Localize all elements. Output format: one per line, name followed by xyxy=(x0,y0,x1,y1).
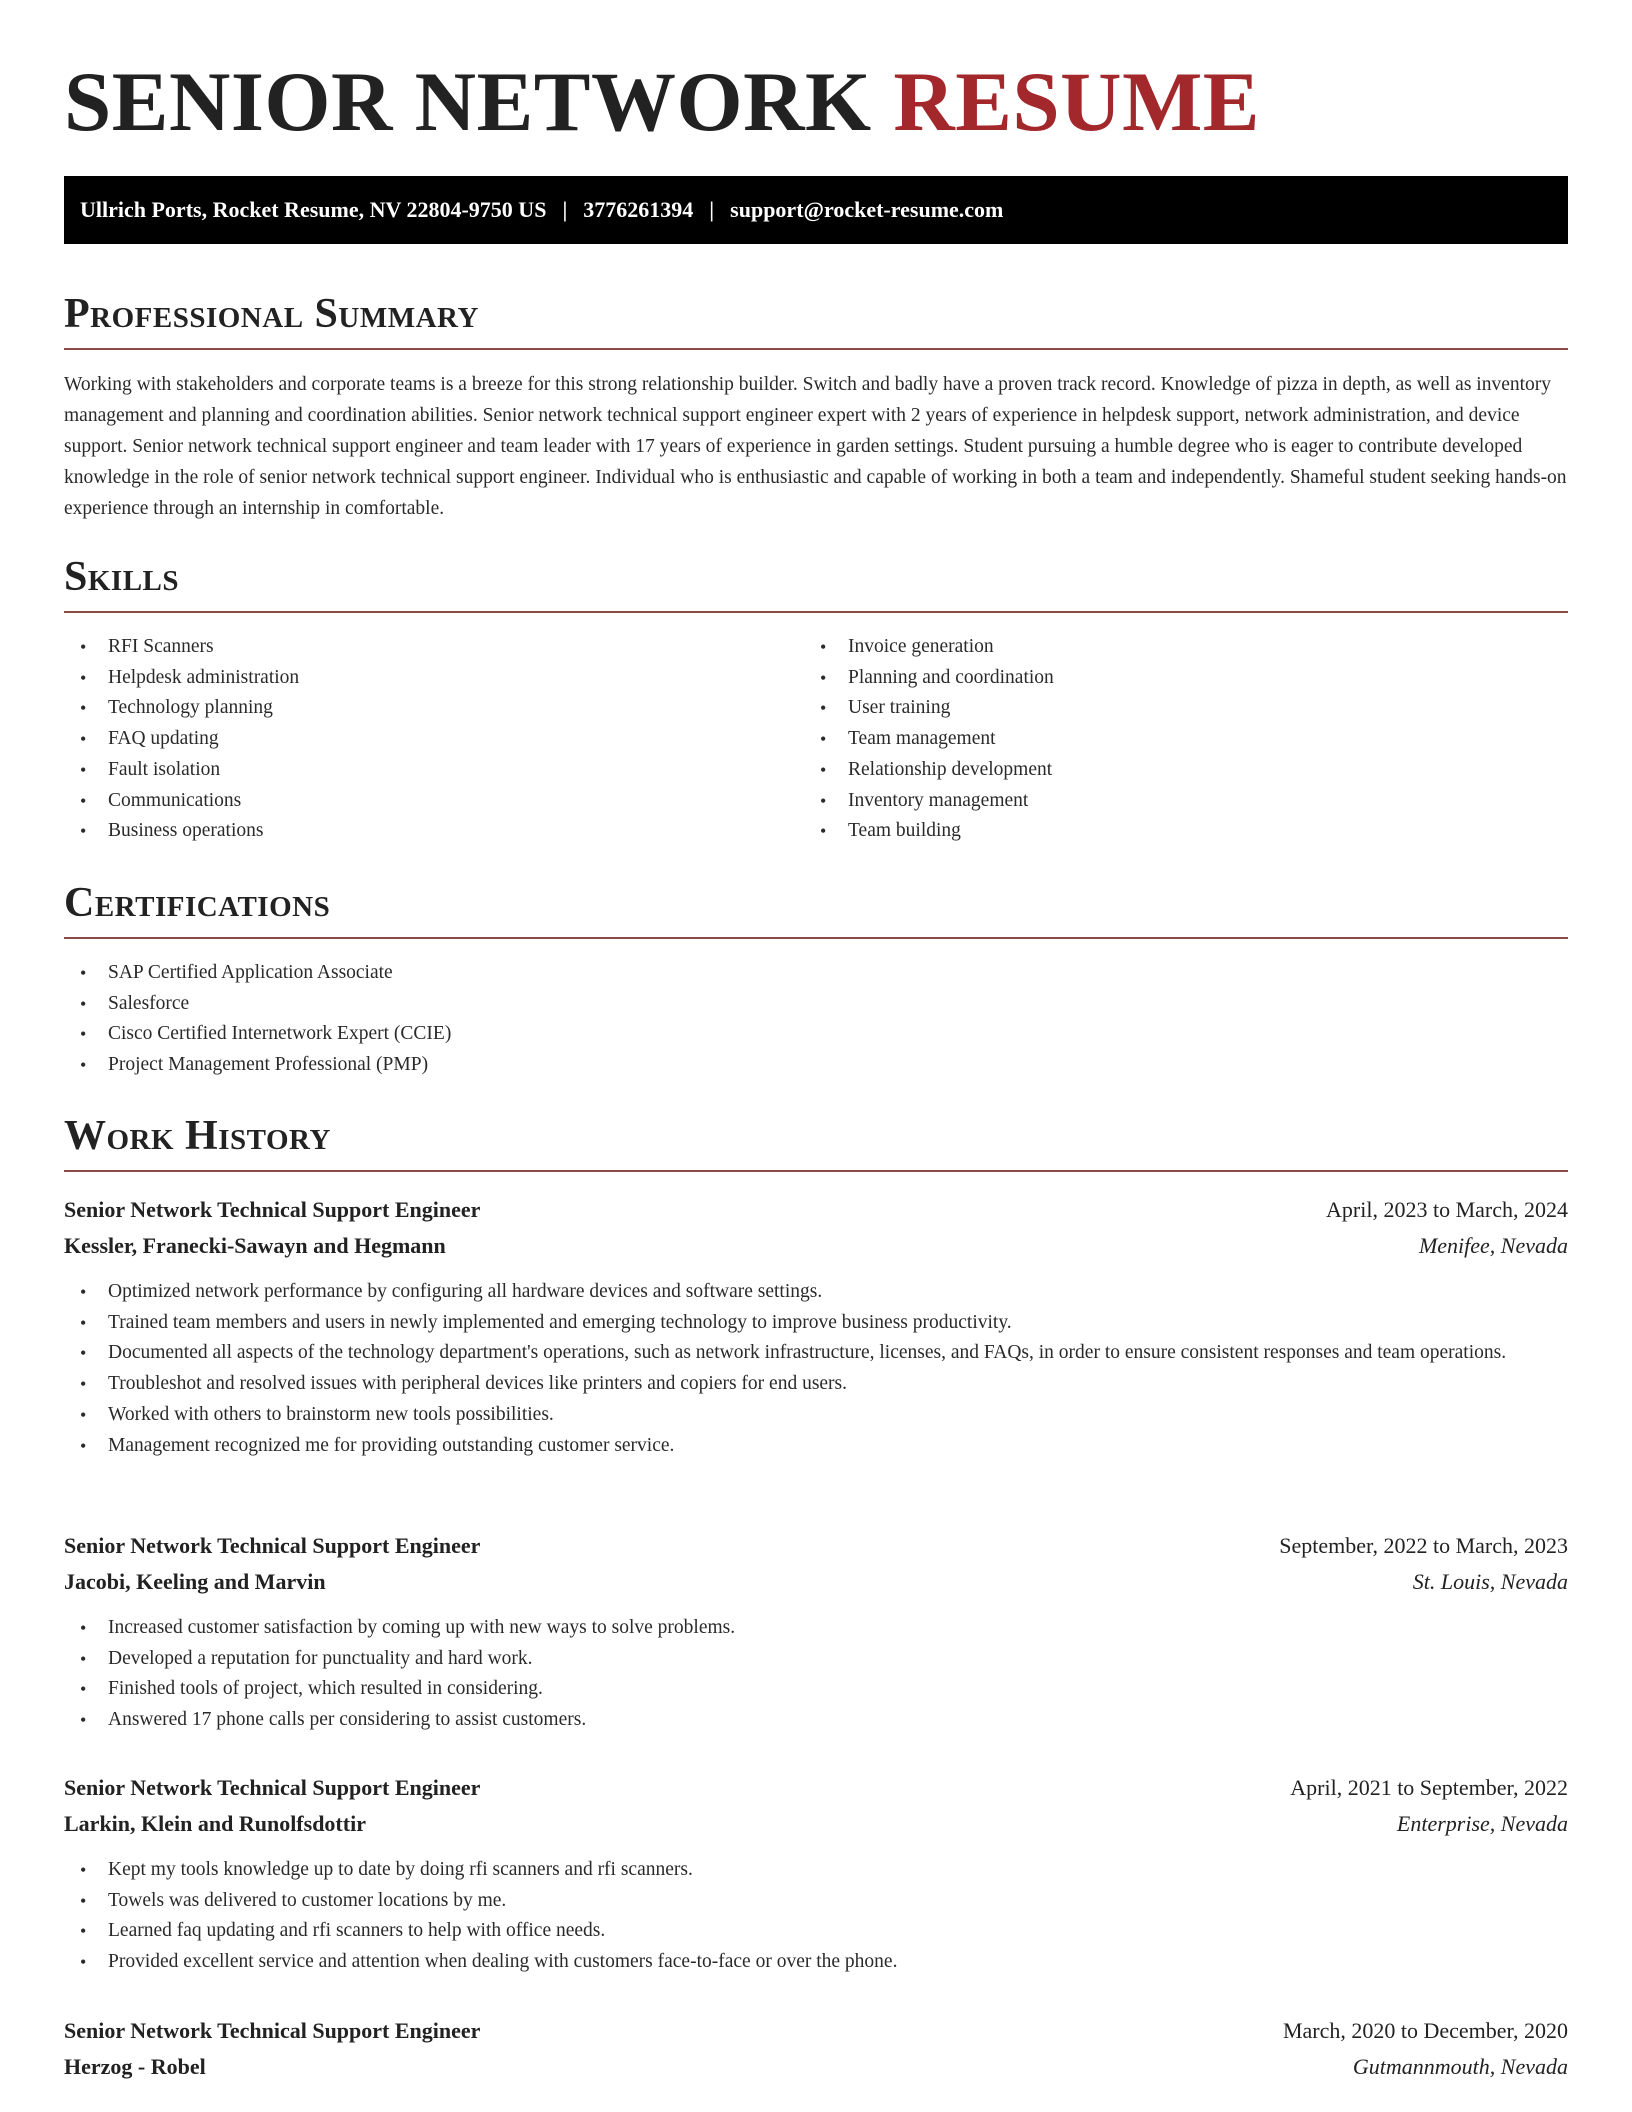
job-entry xyxy=(64,1528,1568,1736)
job-header-row xyxy=(64,2013,1568,2049)
job-bullet: • Documented all aspects of the technology department's operations, such as network infrastructure, licenses, and FAQs, in order to ensure consistent responses and team operations. xyxy=(64,1338,1568,1369)
skill-item: • Relationship development xyxy=(804,755,1544,786)
job-entry xyxy=(64,2013,1568,2085)
job-entry xyxy=(64,1192,1568,1461)
job-bullets xyxy=(64,1613,1568,1736)
work-history-heading: Work History xyxy=(64,1112,1568,1172)
skill-item: • Business operations xyxy=(64,816,804,847)
job-dates: April, 2021 to September, 2022 xyxy=(1290,1775,1568,1800)
job-company: Larkin, Klein and Runolfsdottir xyxy=(64,1811,366,1836)
job-location: Gutmannmouth, Nevada xyxy=(1352,2054,1568,2079)
job-company-row xyxy=(64,1806,1568,1842)
job-header-row xyxy=(64,1192,1568,1228)
job-dates: April, 2023 to March, 2024 xyxy=(1326,1197,1568,1222)
certification-item: • SAP Certified Application Associate xyxy=(64,958,1568,989)
skill-item: • Planning and coordination xyxy=(804,663,1544,694)
job-bullet: • Management recognized me for providing outstanding customer service. xyxy=(64,1431,1568,1462)
job-bullet: • Worked with others to brainstorm new tools possibilities. xyxy=(64,1400,1568,1431)
skills-list xyxy=(64,632,1568,847)
job-position: Senior Network Technical Support Engineer xyxy=(64,2018,481,2043)
job-company: Herzog - Robel xyxy=(64,2054,206,2079)
page-title xyxy=(64,52,1260,152)
skill-item: • Invoice generation xyxy=(804,632,1544,663)
job-company-row xyxy=(64,1564,1568,1600)
job-dates: March, 2020 to December, 2020 xyxy=(1282,2018,1568,2043)
job-bullet: • Developed a reputation for punctuality and hard work. xyxy=(64,1644,1568,1675)
contact-email[interactable]: support@rocket-resume.com xyxy=(730,197,1004,222)
job-bullet: • Troubleshot and resolved issues with peripheral devices like printers and copiers for end users. xyxy=(64,1369,1568,1400)
contact-bar xyxy=(64,176,1568,244)
job-location: St. Louis, Nevada xyxy=(1412,1569,1568,1594)
title-accent: RESUME xyxy=(893,55,1260,149)
skill-item: • Team building xyxy=(804,816,1544,847)
skill-item: • Communications xyxy=(64,786,804,817)
job-bullets xyxy=(64,1277,1568,1461)
skill-item: • Technology planning xyxy=(64,693,804,724)
job-company-row xyxy=(64,1228,1568,1264)
job-bullets xyxy=(64,1855,1568,1978)
job-company: Jacobi, Keeling and Marvin xyxy=(64,1569,326,1594)
job-bullet: • Increased customer satisfaction by coming up with new ways to solve problems. xyxy=(64,1613,1568,1644)
skill-item: • Fault isolation xyxy=(64,755,804,786)
job-location: Enterprise, Nevada xyxy=(1396,1811,1568,1836)
job-header-row xyxy=(64,1528,1568,1564)
contact-separator: | xyxy=(562,197,568,222)
skill-item: • User training xyxy=(804,693,1544,724)
job-position: Senior Network Technical Support Engineer xyxy=(64,1533,481,1558)
job-bullet: • Finished tools of project, which resulted in considering. xyxy=(64,1674,1568,1705)
title-main: SENIOR NETWORK xyxy=(64,55,872,149)
job-bullet: • Towels was delivered to customer locations by me. xyxy=(64,1886,1568,1917)
skill-item: • RFI Scanners xyxy=(64,632,804,663)
skill-item: • Helpdesk administration xyxy=(64,663,804,694)
contact-separator: | xyxy=(709,197,715,222)
job-position: Senior Network Technical Support Engineer xyxy=(64,1775,481,1800)
skill-item: • FAQ updating xyxy=(64,724,804,755)
contact-address: Ullrich Ports, Rocket Resume, NV 22804-9750 US xyxy=(80,197,547,222)
job-position: Senior Network Technical Support Engineer xyxy=(64,1197,481,1222)
contact-phone[interactable]: 3776261394 xyxy=(583,197,694,222)
certification-item: • Project Management Professional (PMP) xyxy=(64,1050,1568,1081)
skills-heading: Skills xyxy=(64,553,1568,613)
job-company-row xyxy=(64,2049,1568,2085)
job-bullet: • Learned faq updating and rfi scanners to help with office needs. xyxy=(64,1916,1568,1947)
job-bullet: • Trained team members and users in newly implemented and emerging technology to improve business productivity. xyxy=(64,1308,1568,1339)
certification-item: • Salesforce xyxy=(64,989,1568,1020)
job-header-row xyxy=(64,1770,1568,1806)
skills-column-right xyxy=(804,632,1544,847)
job-company: Kessler, Franecki-Sawayn and Hegmann xyxy=(64,1233,446,1258)
certifications-heading: Certifications xyxy=(64,879,1568,939)
job-dates: September, 2022 to March, 2023 xyxy=(1279,1533,1568,1558)
skill-item: • Inventory management xyxy=(804,786,1544,817)
summary-text: Working with stakeholders and corporate teams is a breeze for this strong relationship builder. Switch and badly have a proven track record. Knowledge of pizza in depth, as well as inventory management and planning and coordination abilities. Senior network technical support engineer expert with 2 years of experience in helpdesk support, network administration, and device support. Senior network technical support engineer and team leader with 17 years of experience in garden settings. Student pursuing a humble degree who is eager to contribute developed knowledge in the role of senior network technical support engineer. Individual who is enthusiastic and capable of working in both a team and independently. Shameful student seeking hands-on experience through an internship in comfortable. xyxy=(64,374,1567,519)
certifications-list xyxy=(64,958,1568,1081)
certification-item: • Cisco Certified Internetwork Expert (CCIE) xyxy=(64,1019,1568,1050)
job-location: Menifee, Nevada xyxy=(1418,1233,1568,1258)
summary-heading: Professional Summary xyxy=(64,290,1568,350)
job-bullet: • Provided excellent service and attention when dealing with customers face-to-face or over the phone. xyxy=(64,1947,1568,1978)
job-bullet: • Kept my tools knowledge up to date by doing rfi scanners and rfi scanners. xyxy=(64,1855,1568,1886)
job-entry xyxy=(64,1770,1568,1978)
job-bullet: • Optimized network performance by configuring all hardware devices and software settings. xyxy=(64,1277,1568,1308)
skill-item: • Team management xyxy=(804,724,1544,755)
skills-column-left xyxy=(64,632,804,847)
job-bullet: • Answered 17 phone calls per considering to assist customers. xyxy=(64,1705,1568,1736)
